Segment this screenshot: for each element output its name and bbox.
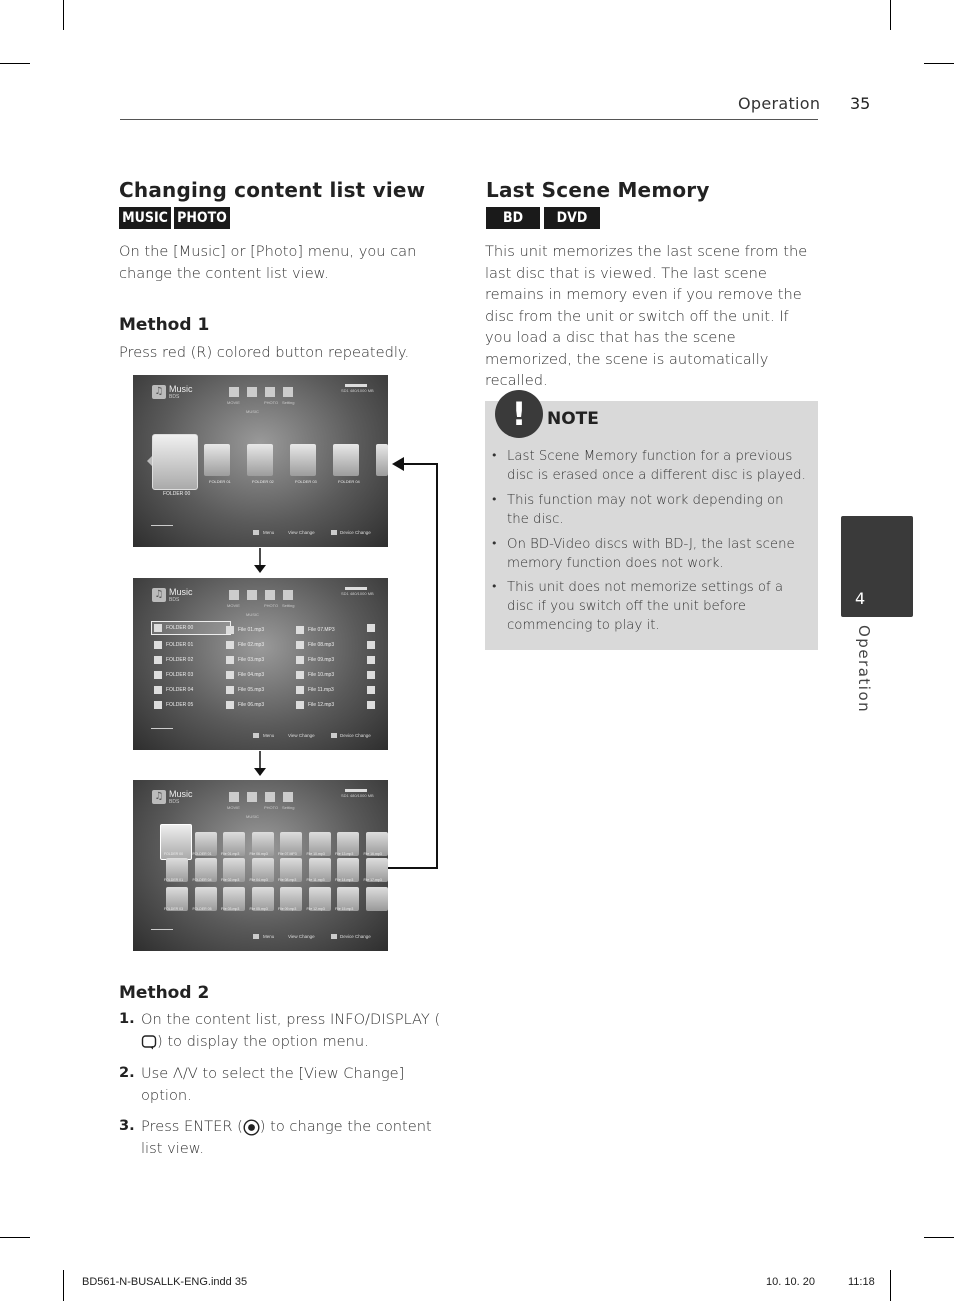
menu-icon [253, 934, 259, 939]
enter-icon [243, 1119, 260, 1136]
list-item: File 02.mp3 [226, 639, 264, 651]
footer-view-change: View Change [288, 733, 315, 738]
screen-rule [151, 929, 173, 930]
grid-tile [366, 887, 388, 911]
down-arrow-icon [254, 751, 266, 777]
tab-photo: PHOTO [264, 805, 279, 810]
list-item: File 11.mp3 [296, 684, 334, 696]
up-down-arrows-icon: Λ/V [172, 1065, 198, 1082]
tab-movie: MOVIE [227, 603, 240, 608]
footer-device-change: Device Change [340, 934, 371, 939]
grid-tile-label: FOLDER 03 [164, 907, 184, 911]
tab-music: MUSIC [246, 612, 259, 617]
method2-heading: Method 2 [119, 983, 210, 1003]
bullet: • [491, 449, 498, 462]
screen-subtitle: BDS [169, 394, 180, 400]
device-icon [331, 530, 337, 535]
screen-subtitle: BDS [169, 799, 180, 805]
photo-icon [265, 590, 275, 600]
crop-mark [924, 1237, 954, 1238]
chapter-number: 4 [855, 589, 866, 608]
method1-heading: Method 1 [119, 315, 210, 335]
tag-bd: BD [486, 207, 540, 229]
disk-usage: SD1 480/1000 MB [341, 388, 374, 393]
music-file-icon [367, 656, 375, 664]
folder-label: FOLDER 00 [163, 491, 191, 497]
folder-label: FOLDER 03 [295, 479, 317, 484]
footer-date: 10. 10. 20 [766, 1276, 815, 1288]
disk-usage-bar [345, 587, 367, 590]
intro-text: On the [Music] or [Photo] menu, you can change the content list view. [119, 243, 417, 282]
folder-thumb [333, 444, 359, 476]
disk-usage-bar [345, 789, 367, 792]
music-icon: ♫ [152, 588, 166, 602]
screen-title: Music [169, 587, 193, 597]
crop-mark [924, 63, 954, 64]
crop-mark [63, 0, 64, 30]
screenshot-thumbnail-view [133, 375, 388, 547]
grid-tile-label: File 05.mp3 [249, 907, 268, 911]
grid-tile-label: File 14.mp3 [335, 878, 354, 882]
tag-music: MUSIC [119, 207, 171, 229]
folder-label: FOLDER 02 [252, 479, 274, 484]
crop-mark [890, 0, 891, 30]
tag-dvd: DVD [544, 207, 600, 229]
section-title-last-scene: Last Scene Memory [486, 178, 710, 202]
device-icon [331, 934, 337, 939]
screenshot-list-view [133, 578, 388, 750]
tab-photo: PHOTO [264, 400, 279, 405]
menu-icon [253, 530, 259, 535]
music-icon: ♫ [152, 790, 166, 804]
screen-rule [151, 525, 173, 526]
folder-thumb [247, 444, 273, 476]
bullet: • [491, 580, 498, 593]
section-title-content-list: Changing content list view [119, 178, 426, 202]
movie-icon [229, 590, 239, 600]
grid-tile-label: File 03.mp3 [221, 907, 240, 911]
list-item: FOLDER 04 [154, 684, 193, 696]
grid-tile-label: File 09.mp3 [278, 907, 297, 911]
movie-icon [229, 387, 239, 397]
list-item: File 03.mp3 [226, 654, 264, 666]
exclamation-icon: ! [495, 390, 543, 438]
grid-tile-label: FOLDER 01 [164, 878, 184, 882]
list-item: FOLDER 05 [154, 699, 193, 711]
list-item: File 06.mp3 [226, 699, 264, 711]
tab-music: MUSIC [246, 814, 259, 819]
down-arrow-icon [254, 548, 266, 574]
tab-movie: MOVIE [227, 805, 240, 810]
grid-tile-label: File 10.mp3 [306, 852, 325, 856]
music-file-icon [367, 671, 375, 679]
grid-tile-label: FOLDER 00 [164, 852, 184, 856]
movie-icon [229, 792, 239, 802]
step-2-text: Use Λ/V to select the [View Change] option. [141, 1065, 405, 1104]
grid-tile-label: File 15.mp3 [335, 907, 354, 911]
device-icon [331, 733, 337, 738]
music-tab-icon [247, 387, 257, 397]
screen-rule [151, 728, 173, 729]
disk-usage: SD1 480/1000 MB [341, 591, 374, 596]
grid-tile-label: File 12.mp3 [306, 907, 325, 911]
crop-mark [0, 63, 30, 64]
music-icon: ♫ [152, 385, 166, 399]
footer-device-change: Device Change [340, 733, 371, 738]
tab-photo: PHOTO [264, 603, 279, 608]
list-item: File 07.MP3 [296, 624, 335, 636]
grid-tile-label: File 04.mp3 [249, 878, 268, 882]
folder-thumb [376, 444, 388, 476]
bullet: • [491, 493, 498, 506]
disk-usage: SD1 480/1000 MB [341, 793, 374, 798]
list-item: File 09.mp3 [296, 654, 334, 666]
grid-tile-label: File 16.mp3 [363, 852, 382, 856]
tab-setting: Setting [282, 603, 295, 608]
note-item: Last Scene Memory function for a previous disc is erased once a different disc is played. [507, 449, 806, 483]
grid-tile-label: FOLDER 04 [192, 878, 212, 882]
tab-music: MUSIC [246, 409, 259, 414]
grid-tile-label: File 06.mp3 [249, 852, 268, 856]
note-item: This unit does not memorize settings of a disc if you switch off the unit before commencing to play it. [507, 580, 784, 633]
screen-title: Music [169, 789, 193, 799]
photo-icon [265, 792, 275, 802]
folder-label: FOLDER 04 [338, 479, 360, 484]
photo-icon [265, 387, 275, 397]
list-item: FOLDER 01 [154, 639, 193, 651]
note-title: NOTE [547, 409, 599, 429]
screen-subtitle: BDS [169, 597, 180, 603]
footer-time: 11:18 [848, 1276, 875, 1288]
step-number: 2. [119, 1064, 135, 1081]
step-1-text: On the content list, press INFO/DISPLAY () to display the option menu. [141, 1011, 441, 1050]
music-tab-icon [247, 792, 257, 802]
list-item: FOLDER 00 [154, 622, 193, 634]
grid-tile-label: File 13.mp3 [335, 852, 354, 856]
setting-icon [283, 792, 293, 802]
footer-device-change: Device Change [340, 530, 371, 535]
grid-tile-label: File 07.MP3 [278, 852, 297, 856]
setting-icon [283, 590, 293, 600]
grid-tile-label: FOLDER 01 [192, 852, 212, 856]
screenshot-grid-view [133, 780, 388, 951]
menu-icon [253, 733, 259, 738]
info-display-icon [141, 1034, 157, 1050]
footer-menu: Menu [263, 934, 275, 939]
grid-tile-label: File 02.mp3 [221, 878, 240, 882]
music-file-icon [367, 686, 375, 694]
chapter-tab [841, 516, 913, 617]
method1-text: Press red (R) colored button repeatedly. [119, 344, 410, 361]
crop-mark [890, 1270, 891, 1301]
grid-tile-label: FOLDER 05 [192, 907, 212, 911]
tag-photo: PHOTO [174, 207, 230, 229]
note-item: This function may not work depending on the disc. [507, 493, 784, 527]
grid-tile-label: File 08.mp3 [278, 878, 297, 882]
footer-menu: Menu [263, 530, 275, 535]
note-item: On BD-Video discs with BD-J, the last scene memory function does not work. [507, 537, 795, 571]
step-3-text: Press ENTER ( ) to change the content list view. [141, 1118, 432, 1157]
step-number: 3. [119, 1117, 135, 1134]
section-header: Operation [738, 94, 821, 113]
crop-mark [0, 1237, 30, 1238]
footer-view-change: View Change [288, 530, 315, 535]
last-scene-intro: This unit memorizes the last scene from the last disc that is viewed. The last scene remains in memory even if you remove the disc from the unit or switch off the unit. If you load a disc that has the scene memorized, the scene is automatically recalled. [485, 243, 808, 389]
loop-back-arrow-icon [388, 455, 440, 875]
folder-label: FOLDER 01 [209, 479, 231, 484]
bullet: • [491, 537, 498, 550]
list-item: FOLDER 03 [154, 669, 193, 681]
grid-tile-label: File 17.mp3 [363, 878, 382, 882]
music-file-icon [367, 701, 375, 709]
footer-menu: Menu [263, 733, 275, 738]
header-rule [120, 119, 818, 120]
folder-thumb [290, 444, 316, 476]
music-file-icon [367, 641, 375, 649]
disk-usage-bar [345, 384, 367, 387]
grid-tile-label: File 01.mp3 [221, 852, 240, 856]
list-item: File 10.mp3 [296, 669, 334, 681]
tab-movie: MOVIE [227, 400, 240, 405]
setting-icon [283, 387, 293, 397]
list-item: File 01.mp3 [226, 624, 264, 636]
footer-view-change: View Change [288, 934, 315, 939]
folder-thumb [204, 444, 230, 476]
music-tab-icon [247, 590, 257, 600]
footer-file: BD561-N-BUSALLK-ENG.indd 35 [82, 1276, 248, 1288]
tab-setting: Setting [282, 400, 295, 405]
tab-setting: Setting [282, 805, 295, 810]
screen-title: Music [169, 384, 193, 394]
page-number: 35 [850, 94, 871, 113]
folder-selected [152, 434, 198, 490]
chapter-label: Operation [855, 625, 873, 714]
list-item: File 12.mp3 [296, 699, 334, 711]
music-file-icon [367, 624, 375, 632]
step-number: 1. [119, 1010, 135, 1027]
grid-tile-label: File 11.mp3 [306, 878, 325, 882]
list-item: File 04.mp3 [226, 669, 264, 681]
list-item: File 05.mp3 [226, 684, 264, 696]
list-item: File 08.mp3 [296, 639, 334, 651]
list-item: FOLDER 02 [154, 654, 193, 666]
crop-mark [63, 1270, 64, 1301]
